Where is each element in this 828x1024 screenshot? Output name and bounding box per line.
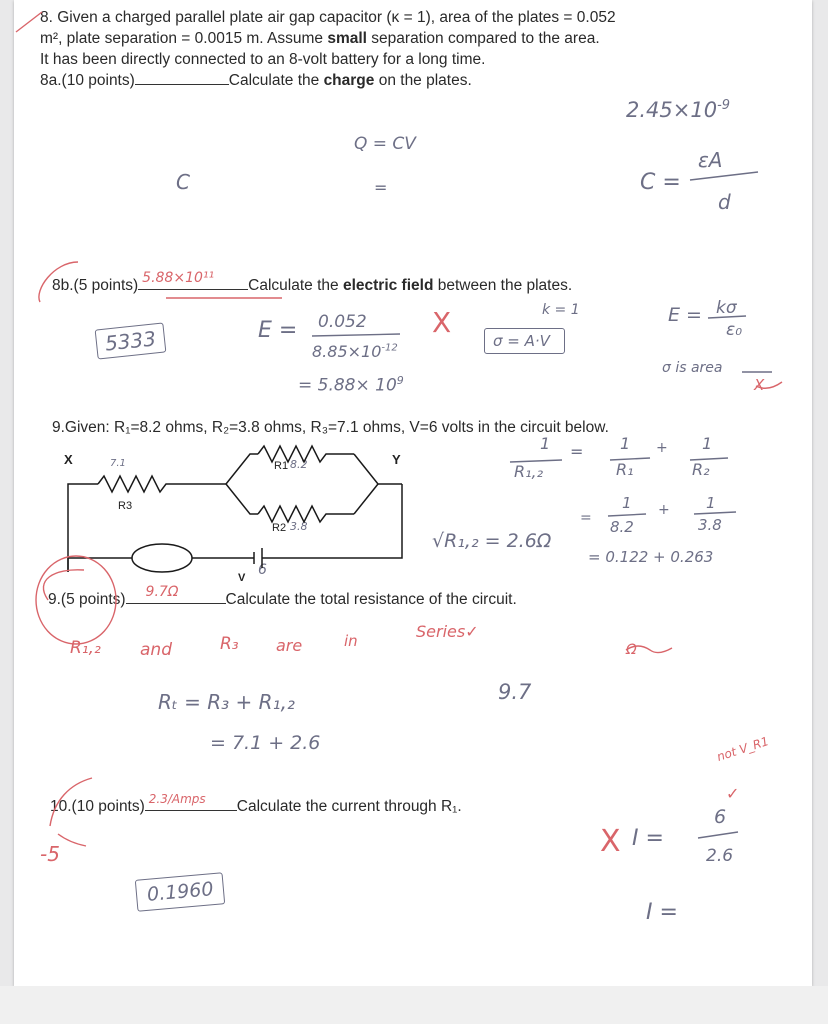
hw-e-k-numerator: kσ — [716, 298, 737, 318]
hw-i-eq: I = — [632, 826, 664, 851]
hw-plus-1: + — [656, 440, 668, 456]
hw-plus-2: + — [658, 502, 670, 518]
hw-e-denominator: $8.85\times 10^{-12}$ — [312, 342, 398, 361]
hw-sigma-area: σ is area — [662, 360, 723, 376]
page-bottom-margin — [0, 986, 828, 1024]
hw-r2-numeric: 3.8 — [698, 516, 722, 534]
hw-r3-value: 7.1 — [110, 458, 126, 469]
q8-line3: It has been directly connected to an 8-volt battery for a long time. — [40, 51, 486, 68]
hw-one-5: 1 — [706, 494, 716, 512]
hw-scribble: Ω — [626, 642, 637, 658]
hw-in: in — [344, 632, 358, 650]
hw-i-denominator: 2.6 — [706, 846, 734, 866]
circuit-r3-label: R3 — [118, 500, 133, 512]
q9-answer-blank: 9.7Ω — [126, 603, 226, 604]
hw-rt-equation: Rₜ = R₃ + R₁,₂ — [158, 690, 295, 714]
hw-i-numerator: 6 — [714, 806, 727, 828]
hw-e-result: = $5.88\times 10^9$ — [298, 374, 404, 396]
hw-r12-text: R₁,₂ — [70, 638, 101, 658]
q8b-answer-blank: 5.88×10¹¹ — [138, 289, 248, 290]
worksheet-page — [14, 0, 812, 986]
hw-one-3: 1 — [702, 434, 713, 453]
hw-one-4: 1 — [622, 494, 632, 512]
hw-c-numerator: εA — [698, 148, 723, 172]
circuit-node-y: Y — [392, 452, 401, 467]
hw-e-k-denominator: ε₀ — [726, 320, 743, 340]
circuit-r2-label: R2 — [272, 522, 287, 534]
hw-r1-denominator: R₁ — [616, 460, 634, 479]
hw-charge-result: $2.45\times 10^{-9}$ — [626, 98, 731, 122]
hw-x-mark-3: X — [600, 824, 621, 859]
hw-battery-value: 6 — [258, 562, 267, 578]
hw-are: are — [276, 636, 303, 655]
hw-and: and — [140, 640, 172, 660]
hw-e-eq: E = — [258, 318, 298, 343]
hw-r1-value: 8.2 — [290, 458, 308, 471]
q8a-prompt: 8a.(10 points) Calculate the charge on the plates. — [40, 72, 472, 89]
hw-e-numerator: 0.052 — [318, 312, 367, 332]
hw-x-mark: X — [432, 306, 452, 339]
hw-nine-seven: 9.7 — [498, 680, 532, 704]
circuit-node-x: X — [64, 452, 73, 467]
hw-c-denominator: d — [718, 190, 731, 214]
q9-given: 9.Given: R₁=8.2 ohms, R₂=3.8 ohms, R₃=7.1 ohms, V=6 volts in the circuit below. — [52, 419, 609, 436]
hw-r3: R₃ — [220, 634, 239, 654]
drawing-layer — [14, 0, 812, 986]
hw-r1-numeric: 8.2 — [610, 518, 634, 536]
q10-prompt: 10.(10 points) 2.3/Amps Calculate the current through R₁. — [50, 792, 462, 815]
hw-rt-sum: = 7.1 + 2.6 — [210, 732, 321, 754]
hw-k-one: k = 1 — [542, 302, 580, 318]
hw-equals-2: = — [570, 442, 584, 461]
hw-e-k: E = — [668, 304, 702, 326]
q9-prompt: 9.(5 points) 9.7Ω Calculate the total resistance of the circuit. — [48, 584, 517, 608]
hw-x-mark-2: X — [754, 376, 765, 394]
hw-c: C — [176, 170, 190, 194]
hw-r2-denominator: R₂ — [692, 460, 710, 479]
q8-line1: 8. Given a charged parallel plate air gap capacitor (κ = 1), area of the plates = 0.052 — [40, 9, 616, 26]
hw-reciprocal-sum: = 0.122 + 0.263 — [588, 548, 714, 566]
hw-r2-value: 3.8 — [290, 520, 308, 533]
circuit-diagram — [68, 446, 402, 572]
hw-equals-3: = — [580, 510, 592, 526]
q10-answer-blank: 2.3/Amps — [145, 810, 237, 811]
hw-equals: = — [374, 178, 388, 197]
hw-one-1: 1 — [540, 434, 551, 453]
hw-q-cv: Q = CV — [354, 134, 416, 154]
hw-r12-denominator: R₁,₂ — [514, 462, 544, 481]
hw-check: ✓ — [726, 784, 740, 803]
hw-box-current: 0.1960 — [135, 872, 226, 912]
q10-label: 10.(10 points) — [50, 798, 145, 815]
red-grading-marks — [16, 12, 782, 846]
fraction-bars — [312, 172, 772, 838]
q8b-label: 8b.(5 points) — [52, 277, 139, 294]
hw-i-eq-2: I = — [646, 900, 678, 925]
circuit-r1-label: R1 — [274, 460, 289, 472]
hw-minus-5: -5 — [40, 842, 60, 866]
hw-series: Series✓ — [416, 622, 479, 641]
hw-c-eq: C = — [640, 170, 681, 195]
hw-box-5333: 5333 — [95, 322, 167, 359]
q8a-label: 8a.(10 points) — [40, 72, 135, 89]
q8b-prompt: 8b.(5 points) 5.88×10¹¹ Calculate the electric field between the plates. — [52, 270, 573, 294]
q9-label: 9.(5 points) — [48, 591, 126, 608]
battery-v-label: V — [238, 572, 246, 584]
hw-not-v: not V_R1 — [715, 734, 771, 764]
hw-r12-value: √R₁,₂ = 2.6Ω — [432, 530, 552, 552]
q8-line2: m², plate separation = 0.0015 m. Assume small separation compared to the area. — [40, 30, 600, 47]
hw-sigma-box: σ = A·V — [484, 328, 565, 354]
hw-one-2: 1 — [620, 434, 631, 453]
